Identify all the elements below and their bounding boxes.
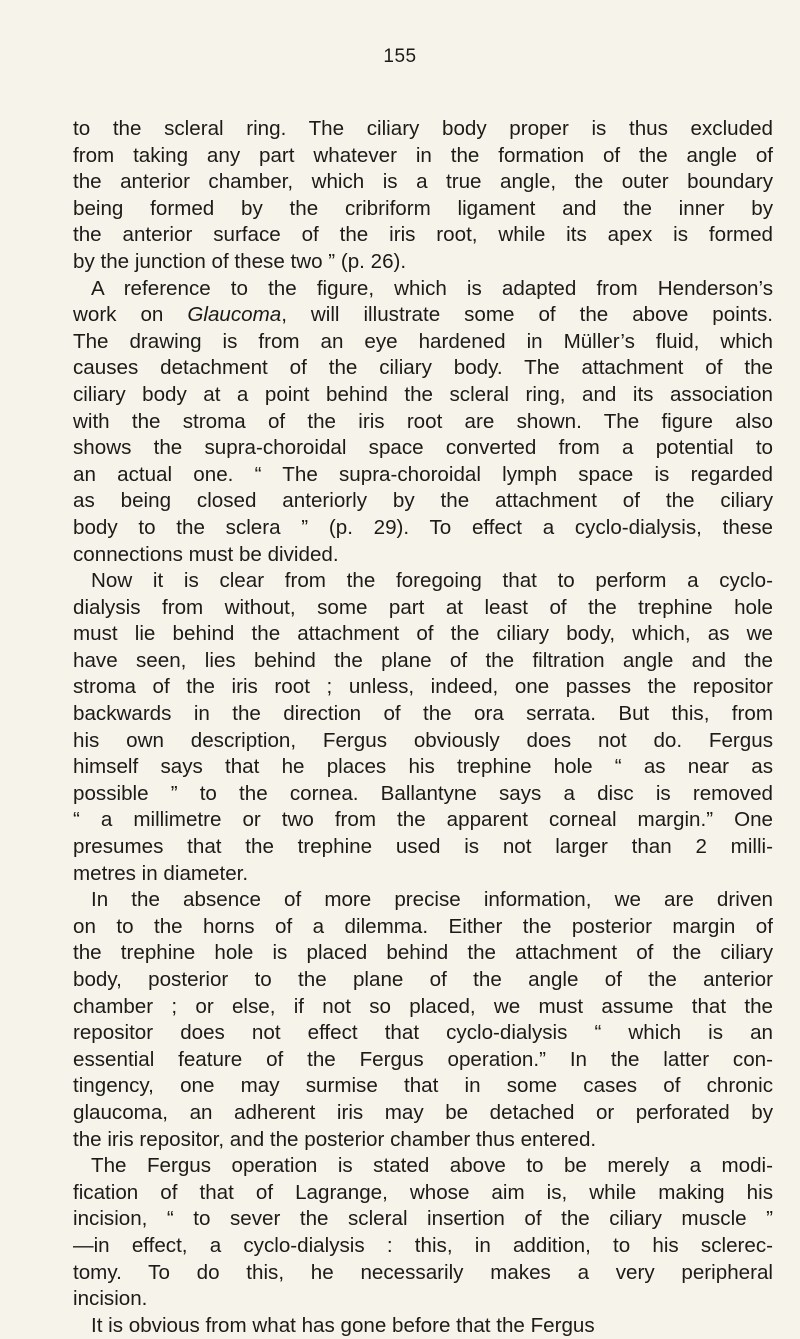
text-line: incision, “ to sever the scleral insertion of the ciliary muscle ”: [73, 1207, 773, 1231]
text-line: presumes that the trephine used is not larger than 2 milli-: [73, 835, 773, 859]
text-line-with-italic: [73, 302, 773, 329]
text-line: fication of that of Lagrange, whose aim is, while making his: [73, 1180, 773, 1204]
text-line: body to the sclera ” (p. 29). To effect a cyclo-dialysis, these: [73, 515, 773, 539]
text-line: must lie behind the attachment of the ciliary body, which, as we: [73, 622, 773, 646]
text-line: glaucoma, an adherent iris may be detached or perforated by: [73, 1100, 773, 1124]
text-line: to the scleral ring. The ciliary body proper is thus excluded: [73, 117, 773, 140]
text-line: causes detachment of the ciliary body. The attachment of the: [73, 356, 773, 380]
text-line: repositor does not effect that cyclo-dialysis “ which is an: [73, 1021, 773, 1045]
text-fragment: , will illustrate some of the above points.: [281, 303, 773, 327]
text-line: by the junction of these two ” (p. 26).: [73, 249, 407, 273]
text-line: the iris repositor, and the posterior chamber thus entered.: [73, 1127, 597, 1151]
text-line: Now it is clear from the foregoing that to perform a cyclo-: [91, 569, 773, 593]
text-line: stroma of the iris root ; unless, indeed, one passes the repositor: [73, 675, 773, 699]
text-line: connections must be divided.: [73, 542, 339, 566]
text-line: The drawing is from an eye hardened in Müller’s fluid, which: [73, 329, 773, 353]
text-line: ciliary body at a point behind the scleral ring, and its association: [73, 382, 773, 406]
text-line: shows the supra-choroidal space converted from a potential to: [73, 436, 773, 460]
text-line: tomy. To do this, he necessarily makes a very peripheral: [73, 1260, 773, 1284]
text-line: have seen, lies behind the plane of the filtration angle and the: [73, 648, 773, 672]
text-line: with the stroma of the iris root are shown. The figure also: [73, 409, 773, 433]
text-line: It is obvious from what has gone before that the Fergus: [91, 1313, 595, 1337]
text-line: dialysis from without, some part at least of the trephine hole: [73, 595, 773, 619]
text-line: the anterior surface of the iris root, while its apex is formed: [73, 223, 773, 247]
text-line: on to the horns of a dilemma. Either the posterior margin of: [73, 914, 773, 938]
text-line: possible ” to the cornea. Ballantyne says a disc is removed: [73, 781, 773, 805]
text-line: tingency, one may surmise that in some cases of chronic: [73, 1074, 773, 1098]
text-line: —in effect, a cyclo-dialysis : this, in addition, to his sclerec-: [73, 1233, 773, 1257]
text-line: an actual one. “ The supra-choroidal lymph space is regarded: [73, 462, 773, 486]
text-line: metres in diameter.: [73, 861, 249, 885]
text-line: body, posterior to the plane of the angle of the anterior: [73, 968, 773, 991]
text-line: In the absence of more precise information, we are driven: [91, 888, 773, 912]
text-line: The Fergus operation is stated above to be merely a modi-: [91, 1154, 773, 1178]
text-line: the anterior chamber, which is a true angle, the outer boundary: [73, 170, 773, 194]
text-line: A reference to the figure, which is adapted from Henderson’s: [91, 276, 773, 300]
body-text: [73, 116, 773, 1339]
text-line: being formed by the cribriform ligament and the inner by: [73, 196, 773, 220]
text-line: the trephine hole is placed behind the attachment of the ciliary: [73, 941, 773, 965]
text-line: his own description, Fergus obviously does not do. Fergus: [73, 728, 773, 752]
page-number: 155: [383, 46, 417, 67]
text-line: “ a millimetre or two from the apparent corneal margin.” One: [73, 808, 773, 832]
text-line: essential feature of the Fergus operation.” In the latter con-: [73, 1047, 773, 1071]
text-line: incision.: [73, 1287, 148, 1311]
text-fragment: work on: [73, 303, 188, 327]
text-line: as being closed anteriorly by the attachment of the ciliary: [73, 489, 773, 513]
book-title-italic: Glaucoma: [187, 303, 282, 327]
text-line: chamber ; or else, if not so placed, we must assume that the: [73, 994, 773, 1018]
text-line: himself says that he places his trephine hole “ as near as: [73, 755, 773, 779]
text-line: from taking any part whatever in the formation of the angle of: [73, 143, 773, 167]
text-line: backwards in the direction of the ora serrata. But this, from: [73, 702, 773, 726]
